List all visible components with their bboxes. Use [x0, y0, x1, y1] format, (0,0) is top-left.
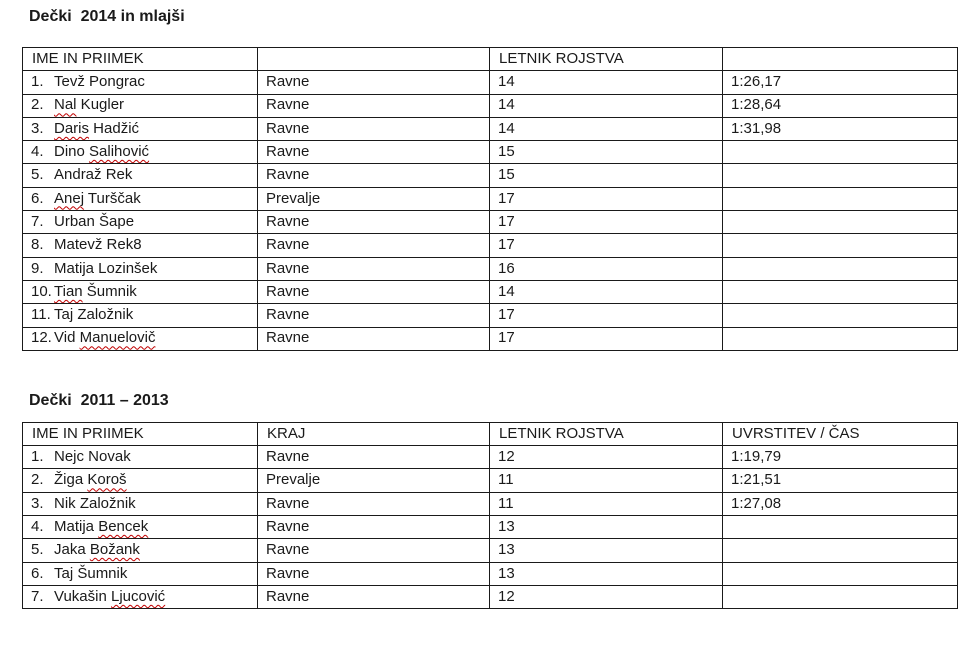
section-title-decki-2014: Dečki 2014 in mlajši	[29, 8, 185, 25]
misspelled-word: Anej	[54, 189, 85, 207]
year-cell: 12	[490, 585, 723, 608]
place-cell: Ravne	[258, 539, 490, 562]
place-cell: Ravne	[258, 164, 490, 187]
name-cell	[23, 327, 258, 350]
athlete-name: Dino Salihović	[54, 143, 150, 161]
place-cell: Ravne	[258, 516, 490, 539]
place-cell: Ravne	[258, 211, 490, 234]
row-number: 4.	[31, 517, 44, 535]
place-cell: Ravne	[258, 327, 490, 350]
athlete-name: Anej Turščak	[54, 189, 141, 207]
time-cell	[723, 211, 958, 234]
row-number: 3.	[31, 119, 44, 137]
place-cell: Prevalje	[258, 187, 490, 210]
year-cell: 17	[490, 234, 723, 257]
row-number: 5.	[31, 541, 44, 559]
col-header-kraj: KRAJ	[258, 422, 490, 445]
table-row	[23, 94, 958, 117]
header-row	[23, 422, 958, 445]
time-cell: 1:31,98	[723, 117, 958, 140]
name-cell	[23, 280, 258, 303]
name-cell	[23, 117, 258, 140]
year-cell: 13	[490, 562, 723, 585]
time-cell	[723, 516, 958, 539]
row-number: 9.	[31, 259, 44, 277]
name-cell	[23, 446, 258, 469]
name-cell	[23, 94, 258, 117]
name-cell	[23, 187, 258, 210]
row-number: 2.	[31, 471, 44, 489]
table-row	[23, 211, 958, 234]
athlete-name: Tian Šumnik	[54, 282, 137, 300]
row-number: 3.	[31, 494, 44, 512]
table-body	[23, 446, 958, 609]
name-cell	[23, 141, 258, 164]
year-cell: 14	[490, 117, 723, 140]
athlete-name: Taj Šumnik	[54, 564, 128, 582]
athlete-name: Vukašin Ljucović	[54, 587, 166, 605]
table-row	[23, 187, 958, 210]
row-number: 8.	[31, 236, 44, 254]
name-cell	[23, 164, 258, 187]
misspelled-word: Ljucović	[110, 587, 166, 605]
table-row	[23, 516, 958, 539]
table-row	[23, 304, 958, 327]
athlete-name: Nejc Novak	[54, 448, 131, 466]
table-row	[23, 562, 958, 585]
year-cell: 11	[490, 469, 723, 492]
misspelled-word: Manuelovič	[79, 329, 156, 347]
place-cell: Ravne	[258, 71, 490, 94]
misspelled-word: Tian	[54, 282, 83, 300]
time-cell	[723, 141, 958, 164]
year-cell: 14	[490, 280, 723, 303]
athlete-name: Nal Kugler	[54, 96, 125, 114]
name-cell	[23, 304, 258, 327]
athlete-name: Nik Založnik	[54, 494, 136, 512]
table-row	[23, 257, 958, 280]
table-row	[23, 141, 958, 164]
col-header-cas: UVRSTITEV / ČAS	[723, 422, 958, 445]
time-cell	[723, 562, 958, 585]
row-number: 2.	[31, 96, 44, 114]
col-header-letnik: LETNIK ROJSTVA	[490, 48, 723, 71]
time-cell	[723, 539, 958, 562]
col-header-kraj	[258, 48, 490, 71]
name-cell	[23, 469, 258, 492]
year-cell: 17	[490, 327, 723, 350]
athlete-name: Taj Založnik	[54, 306, 134, 324]
year-cell: 15	[490, 164, 723, 187]
time-cell: 1:21,51	[723, 469, 958, 492]
time-cell: 1:19,79	[723, 446, 958, 469]
misspelled-word: Bencek	[98, 517, 149, 535]
misspelled-word: Salihović	[89, 143, 150, 161]
table-row	[23, 492, 958, 515]
athlete-name: Žiga Koroš	[54, 471, 127, 489]
table-row	[23, 446, 958, 469]
misspelled-word: Nal	[54, 96, 77, 114]
time-cell: 1:28,64	[723, 94, 958, 117]
table-header	[23, 48, 958, 71]
time-cell: 1:27,08	[723, 492, 958, 515]
place-cell: Ravne	[258, 94, 490, 117]
year-cell: 14	[490, 71, 723, 94]
table-row	[23, 469, 958, 492]
year-cell: 17	[490, 187, 723, 210]
athlete-name: Tevž Pongrac	[54, 73, 145, 91]
row-number: 5.	[31, 166, 44, 184]
year-cell: 17	[490, 211, 723, 234]
name-cell	[23, 257, 258, 280]
row-number: 6.	[31, 564, 44, 582]
table-row	[23, 280, 958, 303]
col-header-cas	[723, 48, 958, 71]
athlete-name: Jaka Božank	[54, 541, 140, 559]
year-cell: 11	[490, 492, 723, 515]
row-number: 1.	[31, 448, 44, 466]
athlete-name: Matija Bencek	[54, 517, 149, 535]
place-cell: Ravne	[258, 257, 490, 280]
place-cell: Ravne	[258, 280, 490, 303]
row-number: 10.	[31, 282, 52, 300]
year-cell: 14	[490, 94, 723, 117]
place-cell: Ravne	[258, 562, 490, 585]
table-row	[23, 164, 958, 187]
table-row	[23, 327, 958, 350]
athlete-name: Andraž Rek	[54, 166, 133, 184]
place-cell: Prevalje	[258, 469, 490, 492]
col-header-letnik: LETNIK ROJSTVA	[490, 422, 723, 445]
table-header	[23, 422, 958, 445]
time-cell	[723, 585, 958, 608]
name-cell	[23, 516, 258, 539]
table-row	[23, 585, 958, 608]
year-cell: 12	[490, 446, 723, 469]
place-cell: Ravne	[258, 585, 490, 608]
place-cell: Ravne	[258, 446, 490, 469]
year-cell: 17	[490, 304, 723, 327]
time-cell	[723, 234, 958, 257]
table-row	[23, 117, 958, 140]
year-cell: 13	[490, 539, 723, 562]
athlete-name: Matija Lozinšek	[54, 259, 158, 277]
row-number: 1.	[31, 73, 44, 91]
section-title-decki-2011-2013: Dečki 2011 – 2013	[29, 391, 169, 409]
name-cell	[23, 585, 258, 608]
name-cell	[23, 492, 258, 515]
row-number: 4.	[31, 143, 44, 161]
misspelled-word: Koroš	[87, 471, 127, 489]
name-cell	[23, 234, 258, 257]
table-body	[23, 71, 958, 351]
results-table-decki-2011-2013	[22, 422, 958, 609]
time-cell	[723, 187, 958, 210]
col-header-name: IME IN PRIIMEK	[23, 48, 258, 71]
place-cell: Ravne	[258, 141, 490, 164]
name-cell	[23, 539, 258, 562]
name-cell	[23, 71, 258, 94]
time-cell	[723, 304, 958, 327]
row-number: 6.	[31, 189, 44, 207]
row-number: 7.	[31, 212, 44, 230]
table-row	[23, 71, 958, 94]
name-cell	[23, 562, 258, 585]
row-number: 12.	[31, 329, 52, 347]
results-table-decki-2014	[22, 47, 958, 351]
place-cell: Ravne	[258, 117, 490, 140]
name-cell	[23, 211, 258, 234]
athlete-name: Urban Šape	[54, 212, 135, 230]
place-cell: Ravne	[258, 304, 490, 327]
time-cell: 1:26,17	[723, 71, 958, 94]
table-row	[23, 234, 958, 257]
time-cell	[723, 327, 958, 350]
year-cell: 13	[490, 516, 723, 539]
row-number: 11.	[31, 306, 51, 324]
row-number: 7.	[31, 587, 44, 605]
table-row	[23, 539, 958, 562]
place-cell: Ravne	[258, 234, 490, 257]
year-cell: 16	[490, 257, 723, 280]
misspelled-word: Daris	[54, 119, 90, 137]
athlete-name: Daris Hadžić	[54, 119, 140, 137]
year-cell: 15	[490, 141, 723, 164]
time-cell	[723, 257, 958, 280]
time-cell	[723, 280, 958, 303]
header-row	[23, 48, 958, 71]
time-cell	[723, 164, 958, 187]
misspelled-word: Božank	[89, 541, 140, 559]
athlete-name: Matevž Rek8	[54, 236, 142, 254]
col-header-name: IME IN PRIIMEK	[23, 422, 258, 445]
place-cell: Ravne	[258, 492, 490, 515]
athlete-name: Vid Manuelovič	[54, 329, 156, 347]
